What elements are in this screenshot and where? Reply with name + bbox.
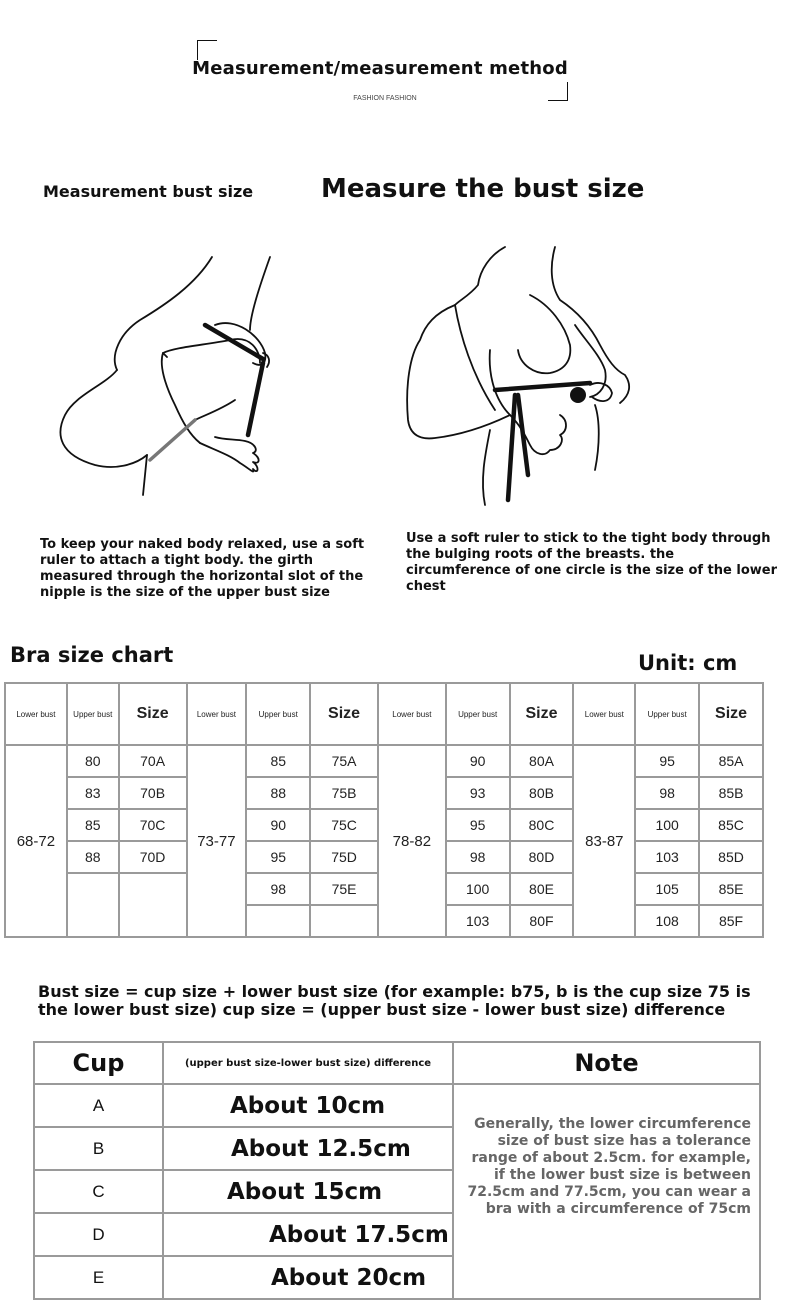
lower-bust-range: 83-87	[573, 745, 635, 937]
size-cell: 75A	[310, 745, 378, 777]
upper-bust-cell: 108	[635, 905, 699, 937]
upper-bust-cell: 103	[635, 841, 699, 873]
size-cell: 80B	[510, 777, 574, 809]
upper-bust-cell	[246, 905, 310, 937]
cup-difference: About 20cm	[163, 1256, 453, 1299]
size-cell: 70D	[119, 841, 187, 873]
size-header: Size	[510, 683, 574, 745]
size-cell: 80F	[510, 905, 574, 937]
upper-bust-illustration	[55, 255, 285, 505]
cup-header: Cup	[34, 1042, 163, 1084]
size-chart-unit: Unit: cm	[638, 651, 738, 675]
frame-corner-top-left	[197, 40, 217, 60]
table-header-row	[5, 683, 763, 745]
upper-bust-cell: 100	[635, 809, 699, 841]
size-cell: 70A	[119, 745, 187, 777]
upper-bust-cell	[67, 873, 119, 937]
size-chart-title: Bra size chart	[10, 643, 174, 667]
cup-letter: B	[34, 1127, 163, 1170]
bra-size-table	[4, 682, 764, 938]
upper-bust-cell: 85	[246, 745, 310, 777]
lower-bust-header: Lower bust	[378, 683, 446, 745]
upper-bust-cell: 95	[446, 809, 510, 841]
upper-bust-cell: 98	[635, 777, 699, 809]
lower-bust-range: 68-72	[5, 745, 67, 937]
upper-bust-cell: 98	[246, 873, 310, 905]
upper-bust-cell: 88	[246, 777, 310, 809]
size-header: Size	[699, 683, 763, 745]
page-subtitle: FASHION FASHION	[353, 95, 417, 102]
upper-bust-description: To keep your naked body relaxed, use a soft ruler to attach a tight body. the girth measured through the horizontal slot of the nipple is the size of the upper bust size	[40, 537, 365, 600]
lower-bust-range: 73-77	[187, 745, 247, 937]
note-header: Note	[453, 1042, 760, 1084]
size-cell: 75E	[310, 873, 378, 905]
tolerance-note	[453, 1084, 760, 1299]
upper-bust-cell: 95	[246, 841, 310, 873]
cup-letter: C	[34, 1170, 163, 1213]
size-cell: 85D	[699, 841, 763, 873]
size-header: Size	[310, 683, 378, 745]
upper-bust-cell: 85	[67, 809, 119, 841]
lower-bust-range: 78-82	[378, 745, 446, 937]
upper-bust-header: Upper bust	[67, 683, 119, 745]
cup-difference: About 12.5cm	[163, 1127, 453, 1170]
cup-difference: About 15cm	[163, 1170, 453, 1213]
size-cell: 85F	[699, 905, 763, 937]
size-cell: 85A	[699, 745, 763, 777]
size-cell	[119, 873, 187, 937]
upper-bust-cell: 80	[67, 745, 119, 777]
upper-bust-cell: 93	[446, 777, 510, 809]
upper-bust-heading: Measurement bust size	[43, 182, 254, 201]
upper-bust-header: Upper bust	[635, 683, 699, 745]
lower-bust-header: Lower bust	[573, 683, 635, 745]
upper-bust-cell: 100	[446, 873, 510, 905]
upper-bust-cell: 90	[446, 745, 510, 777]
lower-bust-description: Use a soft ruler to stick to the tight body through the bulging roots of the breasts. the circumference of one circle is the size of the lower chest	[406, 531, 777, 594]
size-cell: 70C	[119, 809, 187, 841]
size-cell: 80D	[510, 841, 574, 873]
upper-bust-cell: 83	[67, 777, 119, 809]
cup-letter: E	[34, 1256, 163, 1299]
size-cell: 70B	[119, 777, 187, 809]
size-cell: 85E	[699, 873, 763, 905]
upper-bust-header: Upper bust	[246, 683, 310, 745]
upper-bust-cell: 98	[446, 841, 510, 873]
table-row	[5, 745, 763, 777]
size-cell: 80E	[510, 873, 574, 905]
lower-bust-heading: Measure the bust size	[321, 174, 645, 204]
cup-letter: A	[34, 1084, 163, 1127]
upper-bust-header: Upper bust	[446, 683, 510, 745]
size-cell	[310, 905, 378, 937]
cup-difference-table	[33, 1041, 761, 1300]
cup-difference: About 10cm	[163, 1084, 453, 1127]
size-cell: 85B	[699, 777, 763, 809]
size-cell: 75D	[310, 841, 378, 873]
table-header-row	[34, 1042, 760, 1084]
upper-bust-cell: 103	[446, 905, 510, 937]
upper-bust-cell: 88	[67, 841, 119, 873]
lower-bust-illustration	[400, 245, 635, 510]
size-cell: 80A	[510, 745, 574, 777]
cup-letter: D	[34, 1213, 163, 1256]
size-header: Size	[119, 683, 187, 745]
cup-difference: About 17.5cm	[163, 1213, 453, 1256]
upper-bust-cell: 90	[246, 809, 310, 841]
size-cell: 75C	[310, 809, 378, 841]
lower-bust-header: Lower bust	[187, 683, 247, 745]
table-row	[34, 1084, 760, 1127]
size-cell: 75B	[310, 777, 378, 809]
size-formula: Bust size = cup size + lower bust size (for example: b75, b is the cup size 75 is the lower bust size) cup size = (upper bust size - lower bust size) difference	[38, 982, 751, 1019]
upper-bust-cell: 95	[635, 745, 699, 777]
tolerance-note-text: Generally, the lower circumference size of bust size has a tolerance range of about 2.5cm. for example, if the lower bust size is between 72.5cm and 77.5cm, you can wear a bra with a circumference of 75cm	[467, 1115, 751, 1217]
lower-bust-header: Lower bust	[5, 683, 67, 745]
size-cell: 80C	[510, 809, 574, 841]
page-title: Measurement/measurement method	[192, 58, 568, 79]
difference-header: (upper bust size-lower bust size) difference	[163, 1042, 453, 1084]
upper-bust-cell: 105	[635, 873, 699, 905]
size-cell: 85C	[699, 809, 763, 841]
